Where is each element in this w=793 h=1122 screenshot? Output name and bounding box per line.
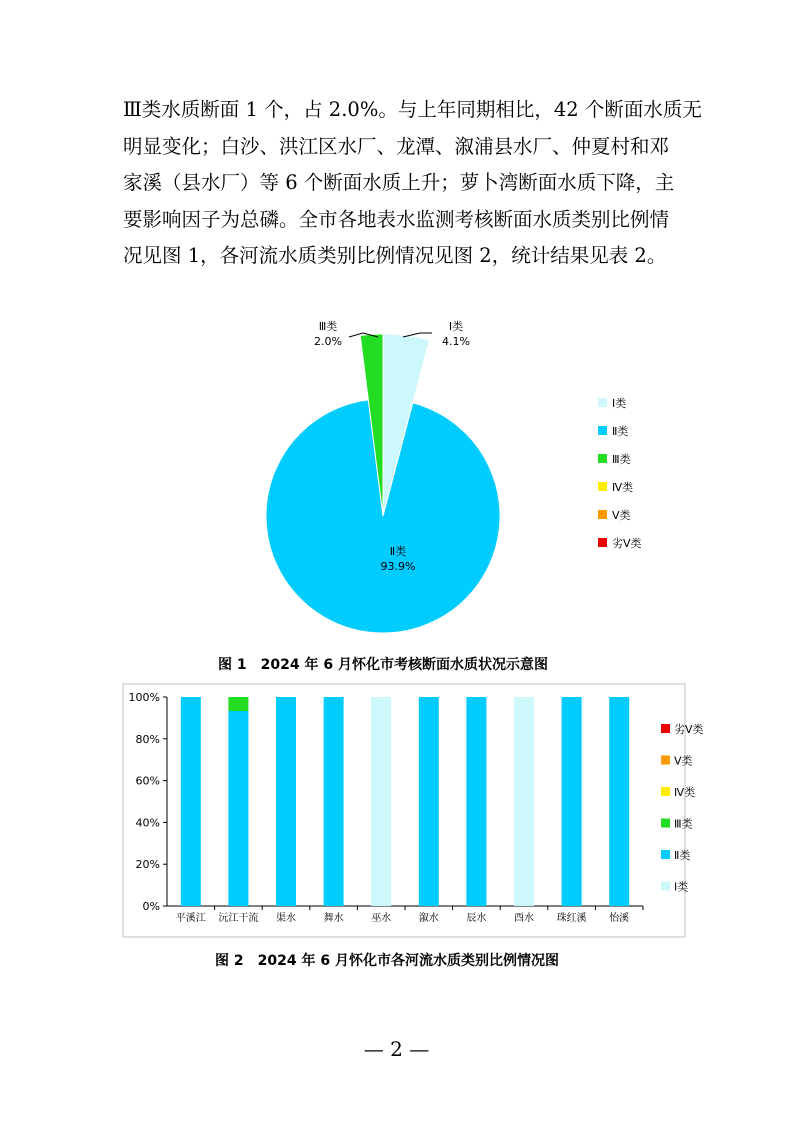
legend-swatch	[661, 756, 670, 765]
paragraph-line: 况见图 1，各河流水质类别比例情况见图 2，统计结果见表 2。	[123, 244, 667, 267]
legend-label: Ⅴ类	[674, 754, 693, 768]
legend-label: Ⅱ类	[612, 425, 629, 438]
legend-swatch	[661, 819, 670, 828]
figure2-caption: 图 2 2024 年 6 月怀化市各河流水质类别比例情况图	[215, 953, 559, 969]
x-tick-label: 舞水	[323, 913, 344, 924]
x-tick-label: 珠红溪	[556, 913, 587, 924]
bar-segment	[609, 697, 629, 906]
bar-segment	[324, 697, 344, 906]
bar-segment	[181, 697, 201, 906]
pie-label: Ⅱ类	[389, 545, 407, 558]
x-tick-label: 沅江干流	[218, 913, 259, 924]
y-tick-label: 40%	[135, 816, 160, 830]
legend-label: Ⅰ类	[612, 397, 627, 410]
x-tick-label: 巫水	[371, 913, 392, 924]
legend-swatch	[598, 398, 607, 407]
y-tick-label: 100%	[128, 691, 160, 704]
paragraph-line: 要影响因子为总磷。全市各地表水监测考核断面水质类别比例情	[123, 207, 670, 231]
leader-line	[403, 333, 432, 337]
legend-label: Ⅴ类	[612, 509, 631, 522]
x-tick-label: 渠水	[276, 913, 296, 924]
paragraph-line: Ⅲ类水质断面 1 个，占 2.0%。与上年同期相比，42 个断面水质无	[123, 98, 702, 121]
x-tick-label: 酉水	[514, 913, 534, 924]
bar-segment	[228, 711, 248, 906]
x-tick-label: 溆水	[418, 913, 439, 924]
legend-label: Ⅳ类	[674, 786, 696, 799]
legend-label: Ⅰ类	[674, 880, 689, 894]
x-tick-label: 平溪江	[175, 913, 206, 924]
legend-swatch	[598, 426, 607, 435]
y-tick-label: 0%	[142, 900, 160, 913]
legend-label: 劣Ⅴ类	[674, 723, 704, 736]
bar-segment	[419, 697, 439, 906]
legend-swatch	[661, 787, 670, 796]
paragraph-line: 明显变化；白沙、洪江区水厂、龙潭、溆浦县水厂、仲夏村和邓	[123, 134, 670, 158]
legend-label: Ⅲ类	[674, 817, 693, 831]
bar-segment	[562, 697, 582, 906]
legend-swatch	[598, 510, 607, 519]
legend-swatch	[661, 724, 670, 733]
bar-segment	[371, 697, 391, 906]
legend-swatch	[598, 454, 607, 463]
figure1-caption: 图 1 2024 年 6 月怀化市考核断面水质状况示意图	[218, 657, 548, 673]
legend-swatch	[598, 482, 607, 491]
y-tick-label: 60%	[135, 774, 160, 788]
bar-segment	[466, 697, 486, 906]
page-number: — 2 —	[363, 1037, 430, 1061]
paragraph-line: 家溪（县水厂）等 6 个断面水质上升；萝卜湾断面水质下降，主	[123, 171, 675, 194]
bar-segment	[514, 697, 534, 906]
chart-frame	[123, 684, 685, 937]
legend-label: Ⅱ类	[674, 849, 691, 862]
legend-label: Ⅲ类	[612, 453, 631, 466]
pie-label: Ⅰ类	[448, 320, 464, 333]
legend-swatch	[661, 882, 670, 891]
x-tick-label: 怡溪	[609, 913, 630, 924]
pie-value-label: 2.0%	[314, 335, 342, 348]
pie-value-label: 93.9%	[380, 560, 416, 573]
legend-swatch	[598, 538, 607, 547]
bar-segment	[228, 697, 248, 711]
legend-label: 劣Ⅴ类	[612, 537, 642, 550]
bar-segment	[276, 697, 296, 906]
legend-swatch	[661, 850, 670, 859]
x-tick-label: 辰水	[466, 913, 487, 924]
pie-label: Ⅲ类	[318, 320, 338, 333]
pie-value-label: 4.1%	[442, 335, 470, 348]
y-tick-label: 20%	[135, 858, 160, 872]
y-tick-label: 80%	[135, 732, 160, 746]
legend-label: Ⅳ类	[612, 481, 634, 494]
